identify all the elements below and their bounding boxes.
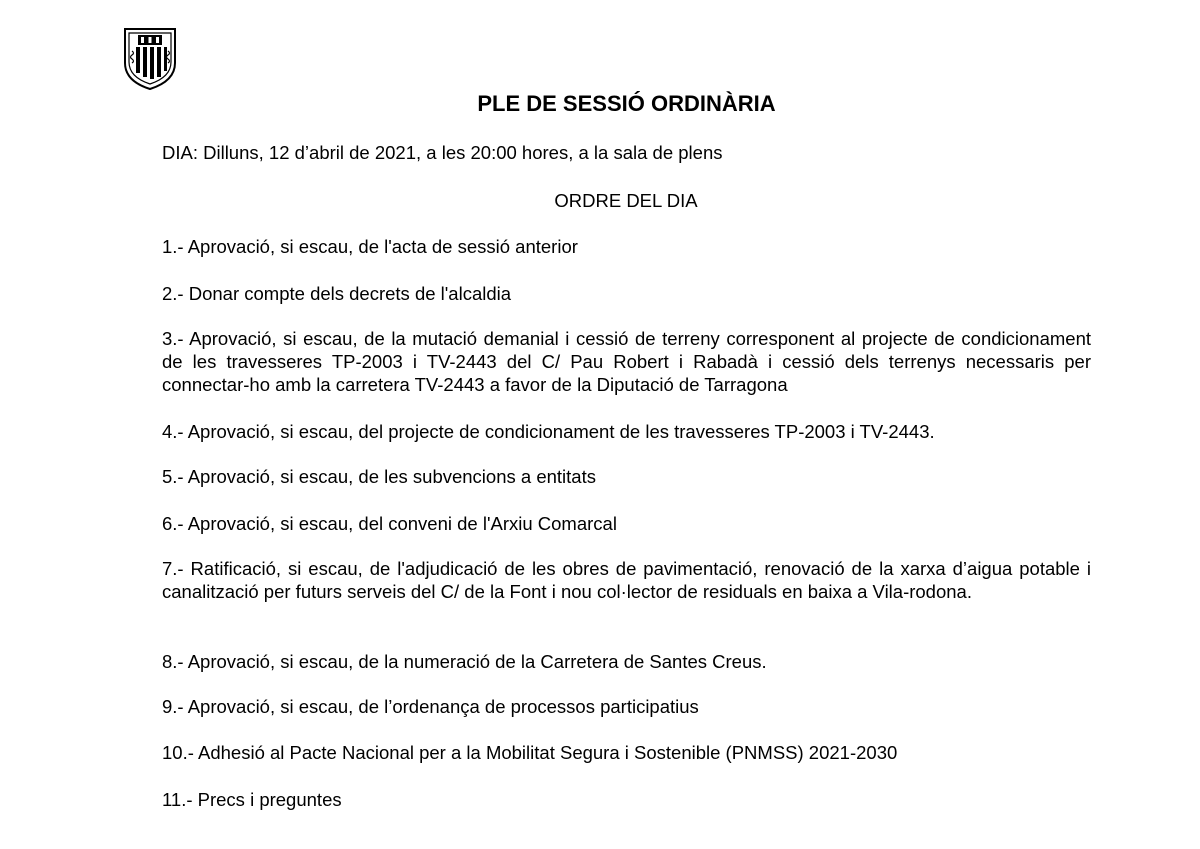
- agenda-item: 9.- Aprovació, si escau, de l’ordenança de processos participatius: [162, 696, 699, 717]
- meeting-date-line: DIA: Dilluns, 12 d’abril de 2021, a les 20:00 hores, a la sala de plens: [162, 142, 723, 163]
- agenda-item: 11.- Precs i preguntes: [162, 789, 342, 810]
- agenda-item: 6.- Aprovació, si escau, del conveni de l'Arxiu Comarcal: [162, 513, 617, 534]
- agenda-item: 3.- Aprovació, si escau, de la mutació demanial i cessió de terreny corresponent al projecte de condicionament de les travesseres TP-2003 i TV-2443 del C/ Pau Robert i Rabadà i cessió dels terrenys necessaris per connectar-ho amb la carretera TV-2443 a favor de la Diputació de Tarragona: [162, 328, 1091, 395]
- agenda-item: 7.- Ratificació, si escau, de l'adjudicació de les obres de pavimentació, renovació de la xarxa d’aigua potable i canalització per futurs serveis del C/ de la Font i nou col·lector de residuals en baixa a Vila-rodona.: [162, 558, 1091, 602]
- agenda-item: 5.- Aprovació, si escau, de les subvencions a entitats: [162, 466, 596, 487]
- agenda-item: 10.- Adhesió al Pacte Nacional per a la Mobilitat Segura i Sostenible (PNMSS) 2021-2030: [162, 742, 898, 763]
- page-title: PLE DE SESSIÓ ORDINÀRIA: [477, 91, 776, 116]
- agenda-item: 2.- Donar compte dels decrets de l'alcaldia: [162, 283, 512, 304]
- agenda-item: 4.- Aprovació, si escau, del projecte de condicionament de les travesseres TP-2003 i TV-2443.: [162, 421, 935, 442]
- coat-of-arms-icon: [122, 27, 178, 91]
- agenda-heading: ORDRE DEL DIA: [554, 190, 698, 211]
- agenda-item: 1.- Aprovació, si escau, de l'acta de sessió anterior: [162, 236, 578, 257]
- agenda-item: 8.- Aprovació, si escau, de la numeració de la Carretera de Santes Creus.: [162, 651, 767, 672]
